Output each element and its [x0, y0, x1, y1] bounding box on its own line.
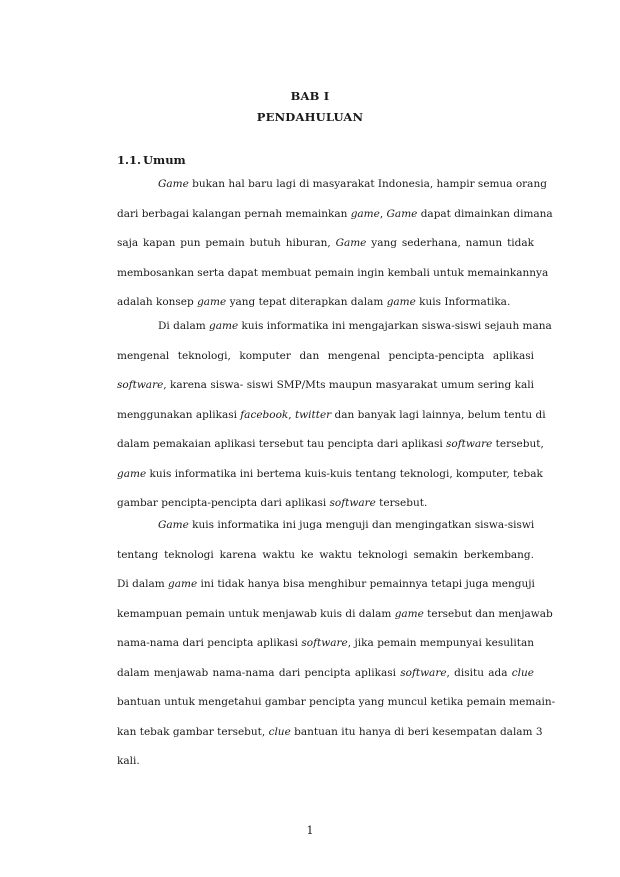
text-line — [117, 342, 534, 372]
text-line — [117, 718, 543, 748]
text-run: kemampuan pemain untuk menjawab kuis di dalam — [117, 607, 395, 620]
paragraph-1 — [117, 170, 553, 318]
text-line — [117, 600, 553, 630]
italic-term: game — [168, 578, 198, 590]
text-line — [117, 401, 546, 431]
text-run: dan banyak lagi lainnya, belum tentu di — [331, 408, 546, 421]
text-run: menggunakan aplikasi — [117, 408, 241, 421]
text-run: Di dalam — [117, 578, 169, 590]
text-line — [117, 170, 547, 200]
text-run: , karena siswa- siswi SMP/Mts maupun masyarakat umum sering kali — [163, 379, 534, 391]
text-run: yang sederhana, namun tidak — [366, 237, 534, 249]
section-title: Umum — [143, 153, 186, 167]
text-run: mengenal teknologi, komputer dan mengenal pencipta-pencipta aplikasi — [117, 349, 534, 362]
text-line — [117, 460, 543, 490]
italic-term: clue — [268, 725, 291, 738]
text-run: kuis informatika ini juga menguji dan mengingatkan siswa-siswi — [188, 519, 535, 531]
text-run: tersebut, — [492, 438, 544, 450]
text-run: bantuan untuk mengetahui gambar pencipta yang muncul ketika pemain memain- — [117, 696, 556, 708]
text-line — [117, 229, 534, 259]
text-line — [117, 430, 544, 460]
paragraph-3 — [117, 511, 556, 777]
text-line — [117, 200, 553, 230]
text-line — [117, 629, 534, 659]
section-heading — [117, 153, 186, 167]
text-run: tentang teknologi karena waktu ke waktu teknologi semakin berkembang. — [117, 548, 534, 561]
italic-term: software — [117, 379, 164, 391]
italic-term: game — [350, 207, 380, 220]
italic-term: game — [394, 607, 424, 620]
text-line — [117, 659, 534, 689]
text-line — [117, 688, 556, 718]
text-line — [117, 570, 534, 600]
text-run: dapat dimainkan dimana — [417, 207, 553, 220]
text-line — [117, 511, 534, 541]
text-run: saja kapan pun pemain butuh hiburan, — [117, 237, 336, 249]
italic-term: Game — [386, 207, 418, 220]
text-line — [117, 312, 552, 342]
italic-term: Game — [158, 178, 189, 190]
text-run: adalah konsep — [117, 296, 198, 308]
text-run: , — [379, 207, 387, 220]
italic-term: software — [446, 438, 493, 450]
text-run: dari berbagai kalangan pernah memainkan — [117, 207, 351, 220]
text-run: dalam menjawab nama-nama dari pencipta aplikasi — [117, 666, 401, 679]
italic-term: facebook — [240, 408, 289, 421]
italic-term: software — [400, 666, 447, 679]
text-run: kuis informatika ini bertema kuis-kuis tentang teknologi, komputer, tebak — [146, 467, 543, 480]
text-run: tersebut dan menjawab — [423, 607, 553, 620]
text-line — [117, 747, 534, 777]
italic-term: clue — [511, 666, 534, 679]
italic-term: twitter — [294, 408, 332, 421]
text-run: bantuan itu hanya di beri kesempatan dalam 3 — [290, 725, 543, 738]
italic-term: software — [301, 637, 348, 649]
chapter-title: PENDAHULUAN — [256, 110, 364, 124]
text-run: kan tebak gambar tersebut, — [117, 725, 269, 738]
text-run: ini tidak hanya bisa menghibur pemainnya tetapi juga menguji — [197, 578, 535, 590]
text-run: , disitu ada — [446, 666, 512, 679]
paragraph-2 — [117, 312, 552, 519]
text-run: gambar pencipta-pencipta dari aplikasi — [117, 497, 330, 509]
text-run: membosankan serta dapat membuat pemain ingin kembali untuk memainkannya — [117, 266, 549, 279]
italic-term: game — [209, 320, 239, 332]
text-run: dalam pemakaian aplikasi tersebut tau pencipta dari aplikasi — [117, 438, 447, 450]
text-line — [117, 371, 534, 401]
italic-term: Game — [335, 237, 367, 249]
text-run: bukan hal baru lagi di masyarakat Indonesia, hampir semua orang — [188, 178, 547, 190]
text-run: , — [288, 408, 295, 421]
italic-term: game — [386, 296, 416, 308]
text-run: , jika pemain mempunyai kesulitan — [347, 637, 534, 649]
chapter-number: BAB I — [290, 89, 330, 103]
text-run: yang tepat diterapkan dalam — [226, 296, 387, 308]
text-run: kuis informatika ini mengajarkan siswa-siswi sejauh mana — [238, 320, 552, 332]
text-run: Di dalam — [158, 320, 210, 332]
text-run: kuis Informatika. — [415, 296, 511, 308]
text-run: tersebut. — [375, 497, 428, 509]
text-line — [117, 259, 549, 289]
italic-term: Game — [158, 519, 189, 531]
italic-term: game — [117, 467, 147, 480]
italic-term: software — [329, 497, 376, 509]
section-number: 1.1. — [117, 153, 142, 167]
page-number: 1 — [306, 824, 314, 837]
text-line — [117, 541, 534, 571]
italic-term: game — [197, 296, 227, 308]
text-run: nama-nama dari pencipta aplikasi — [117, 637, 302, 649]
text-run: kali. — [117, 755, 140, 767]
